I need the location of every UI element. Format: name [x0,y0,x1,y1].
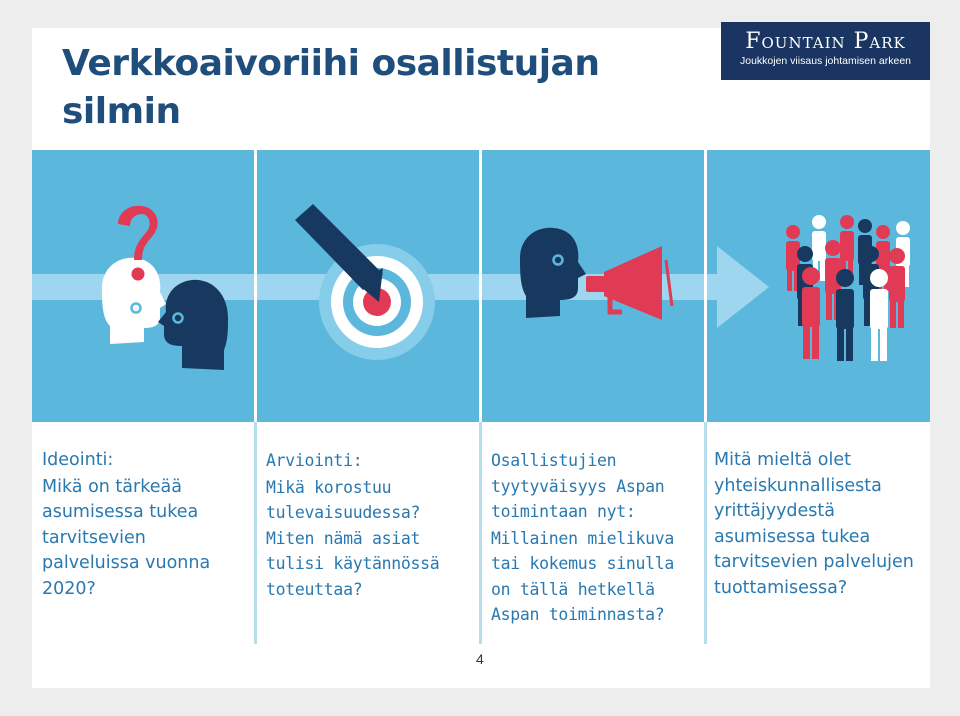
panel-satisfaction [482,150,704,422]
panel-ideation [32,150,254,422]
column-heading: Osallistujien tyytyväisyys Aspan toimintaan nyt: [491,451,665,521]
target-arrow-icon [257,150,479,422]
crowd-icon [707,150,930,422]
fountain-park-logo [721,22,930,80]
megaphone-head-icon [482,150,704,422]
column-divider [254,422,257,644]
column-body: Millainen mielikuva tai kokemus sinulla on tällä hetkellä Aspan toiminnasta? [491,528,675,624]
column-heading: Ideointi: [42,450,114,470]
logo-name: Fountain Park [745,29,906,54]
column-ideation [42,448,248,602]
panel-evaluation [257,150,479,422]
logo-tagline: Joukkojen viisaus johtamisen arkeen [739,55,911,67]
column-divider [704,422,707,644]
page-number: 4 [476,651,484,667]
panel-opinion [707,150,930,422]
slide-title: Verkkoaivoriihi osallistujan silmin [62,43,600,132]
column-divider [479,422,482,644]
column-body: Mikä korostuu tulevaisuudessa? Miten nämä asiat tulisi käytännössä toteuttaa? [266,477,440,599]
column-heading: Arviointi: [266,451,363,470]
column-evaluation [266,448,472,602]
column-body: Mikä on tärkeää asumisessa tukea tarvitsevien palveluissa vuonna 2020? [42,476,211,599]
column-opinion [714,448,926,602]
thinking-heads-question-icon [32,150,254,422]
illustration-banner [32,150,930,422]
column-satisfaction [491,448,699,628]
column-heading: Mitä mieltä olet yhteiskunnallisesta yrittäjyydestä asumisessa tukea tarvitsevien palvelujen tuottamisessa? [714,450,914,598]
